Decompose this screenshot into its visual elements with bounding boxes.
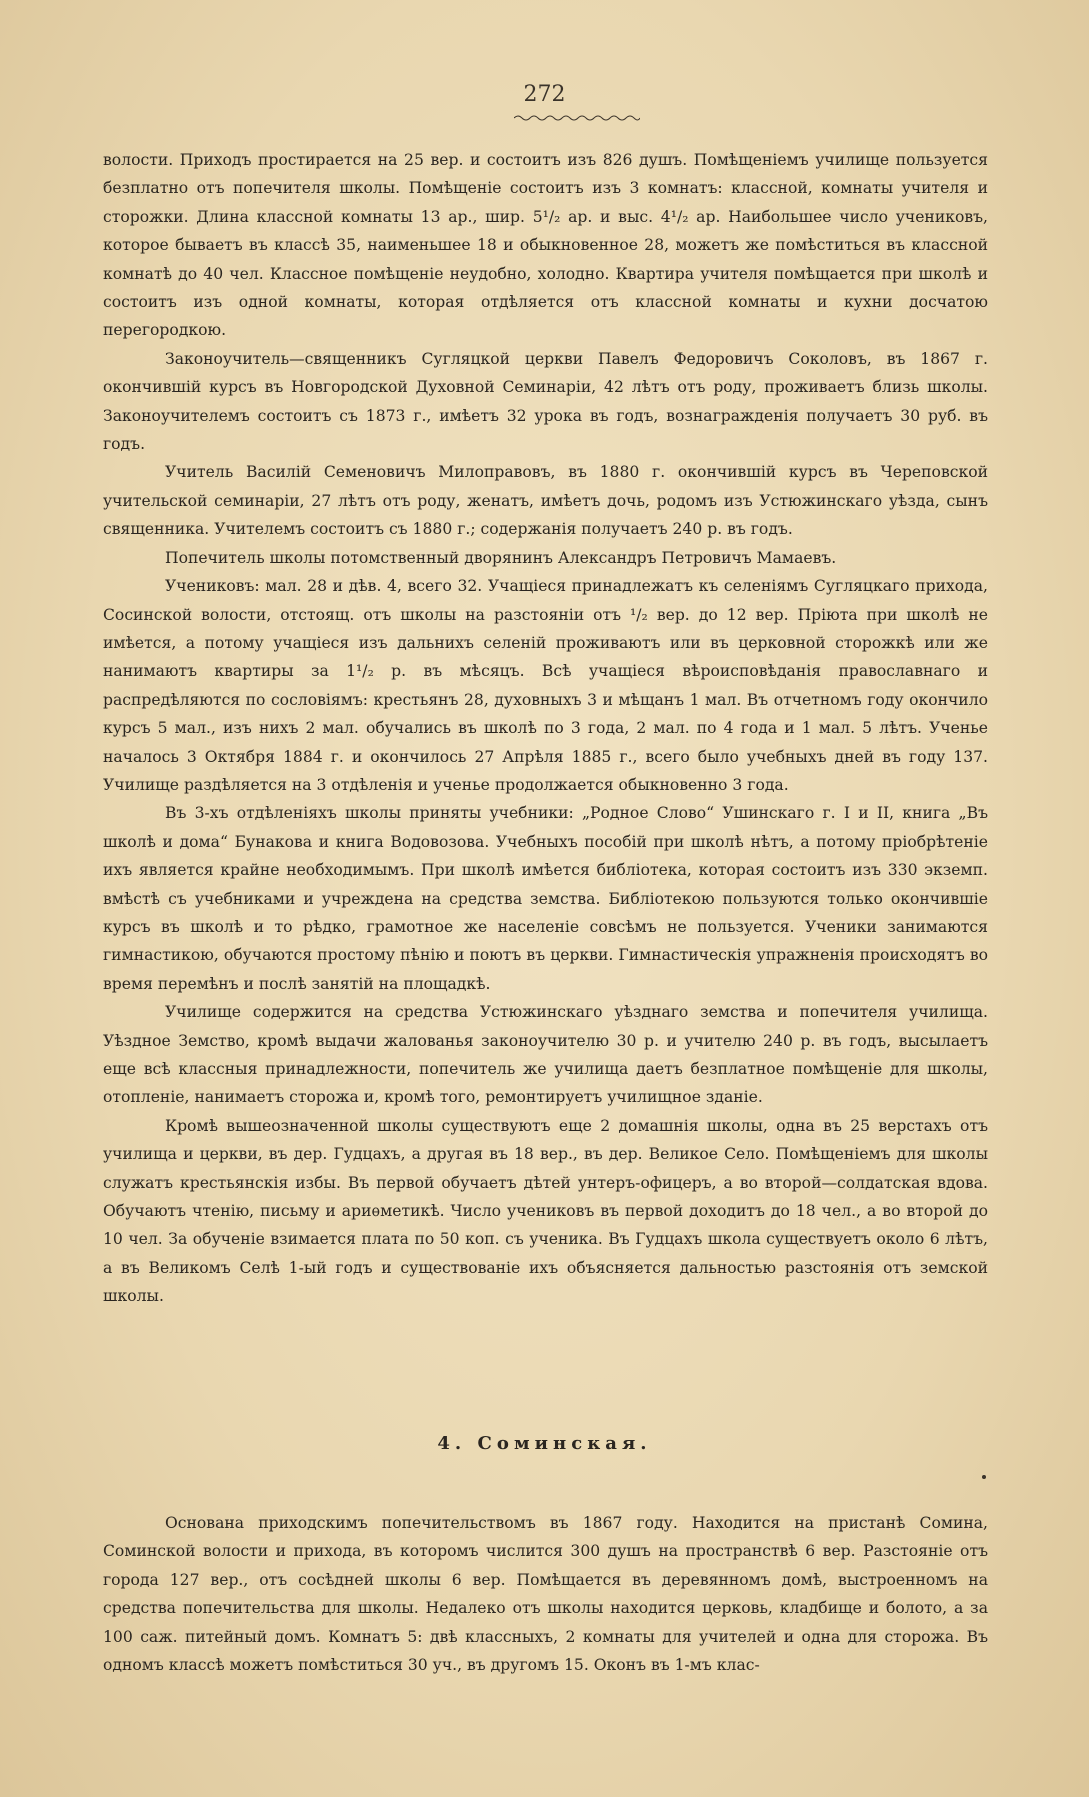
section-heading: 4. Соминская.: [437, 1433, 652, 1454]
page-number: 272: [523, 82, 566, 107]
section-text-block: [103, 1509, 988, 1679]
paragraph-law-teacher: Законоучитель—священникъ Сугляцкой церкви Павелъ Федоровичъ Соколовъ, въ 1867 г. окончившій курсъ въ Новгородской Духовной Семинаріи, 42 лѣтъ отъ роду, проживаетъ близь школы. Законоучителемъ состоитъ съ 1873 г., имѣетъ 32 урока въ годъ, вознагражденія получаетъ 30 руб. въ годъ.: [103, 349, 988, 454]
paragraph-continued: волости. Приходъ простирается на 25 вер. и состоитъ изъ 826 душъ. Помѣщеніемъ училище пользуется безплатно отъ попечителя школы. Помѣщеніе состоитъ изъ 3 комнатъ: классной, комнаты учителя и сторожки. Длина классной комнаты 13 ар., шир. 5¹/₂ ар. и выс. 4¹/₂ ар. Наибольшее число учениковъ, которое бываетъ въ классѣ 35, наименьшее 18 и обыкновенное 28, можетъ же помѣститься въ классной комнатѣ до 40 чел. Классное помѣщеніе неудобно, холодно. Квартира учителя помѣщается при школѣ и состоитъ изъ одной комнаты, которая отдѣляется отъ классной комнаты и кухни досчатою перегородкою.: [103, 151, 988, 340]
paragraph-textbooks: Въ 3-хъ отдѣленіяхъ школы приняты учебники: „Родное Слово“ Ушинскаго г. I и II, книга „Въ школѣ и дома“ Бунакова и книга Водовозова. Учебныхъ пособій при школѣ нѣтъ, а потому пріобрѣтеніе ихъ является крайне необходимымъ. При школѣ имѣется библіотека, которая состоитъ изъ 330 экземп. вмѣстѣ съ учебниками и учреждена на средства земства. Библіотекою пользуются только окончившіе курсъ въ школѣ и то рѣдко, грамотное же населеніе совсѣмъ не пользуется. Ученики занимаются гимнастикою, обучаются простому пѣнію и поютъ въ церкви. Гимнастическія упражненія происходятъ во время перемѣнъ и послѣ занятій на площадкѣ.: [103, 804, 988, 993]
paragraph-home-schools: Кромѣ вышеозначенной школы существуютъ еще 2 домашнія школы, одна въ 25 верстахъ отъ училища и церкви, въ дер. Гудцахъ, а другая въ 18 вер., въ дер. Великое Село. Помѣщеніемъ для школы служатъ крестьянскія избы. Въ первой обучаетъ дѣтей унтеръ-офицеръ, а во второй—солдатская вдова. Обучаютъ чтенію, письму и ариѳметикѣ. Число учениковъ въ первой доходитъ до 18 чел., а во второй до 10 чел. За обученіе взимается плата по 50 коп. съ ученика. Въ Гудцахъ школа существуетъ около 6 лѣтъ, а въ Великомъ Селѣ 1-ый годъ и существованіе ихъ объясняется дальностью разстоянія отъ земской школы.: [103, 1116, 988, 1306]
paragraph-funding: Училище содержится на средства Устюжинскаго уѣзднаго земства и попечителя училища. Уѣздное Земство, кромѣ выдачи жалованья законоучителю 30 р. и учителю 240 р. въ годъ, высылаетъ еще всѣ классныя принадлежности, попечитель же училища даетъ безплатное помѣщеніе для школы, отопленіе, нанимаетъ сторожа и, кромѣ того, ремонтируетъ училищное зданіе.: [103, 1003, 988, 1107]
paragraph-trustee: Попечитель школы потомственный дворянинъ Александръ Петровичъ Мамаевъ.: [165, 548, 837, 567]
main-text-block: [103, 146, 988, 1311]
paragraph-teacher: Учитель Василій Семеновичъ Милоправовъ, въ 1880 г. окончившій курсъ въ Череповской учительской семинаріи, 27 лѣтъ отъ роду, женатъ, имѣетъ дочь, родомъ изъ Устюжинскаго уѣзда, сынъ священника. Учителемъ состоитъ съ 1880 г.; содержанія получаетъ 240 р. въ годъ.: [103, 463, 988, 539]
ink-dot: [982, 1475, 986, 1479]
paragraph-pupils: Учениковъ: мал. 28 и дѣв. 4, всего 32. Учащіеся принадлежатъ къ селеніямъ Сугляцкаго прихода, Сосинской волости, отстоящ. отъ школы на разстояніи отъ ¹/₂ вер. до 12 вер. Пріюта при школѣ не имѣется, а потому учащіеся изъ дальнихъ селеній проживаютъ или въ церковной сторожкѣ или же нанимаютъ квартиры за 1¹/₂ р. въ мѣсяцъ. Всѣ учащіеся вѣроисповѣданія православнаго и распредѣляются по сословіямъ: крестьянъ 28, духовныхъ 3 и мѣщанъ 1 мал. Въ отчетномъ году окончило курсъ 5 мал., изъ нихъ 2 мал. обучались въ школѣ по 3 года, 2 мал. по 4 года и 1 мал. 5 лѣтъ. Ученье началось 3 Октября 1884 г. и окончилось 27 Апрѣля 1885 г., всего было учебныхъ дней въ году 137. Училище раздѣляется на 3 отдѣленія и ученье продолжается обыкновенно 3 года.: [103, 577, 988, 794]
wavy-rule-ornament: [514, 114, 640, 122]
paragraph-founding: Основана приходскимъ попечительствомъ въ 1867 году. Находится на пристанѣ Сомина, Соминской волости и прихода, въ которомъ числится 300 душъ на пространствѣ 6 вер. Разстояніе отъ города 127 вер., отъ сосѣдней школы 6 вер. Помѣщается въ деревянномъ домѣ, выстроенномъ на средства попечительства для школы. Недалеко отъ школы находится церковь, кладбище и болото, а за 100 саж. питейный домъ. Комнатъ 5: двѣ классныхъ, 2 комнаты для учителей и одна для сторожа. Въ одномъ классѣ можетъ помѣститься 30 уч., въ другомъ 15. Оконъ въ 1-мъ клас-: [103, 1514, 988, 1675]
